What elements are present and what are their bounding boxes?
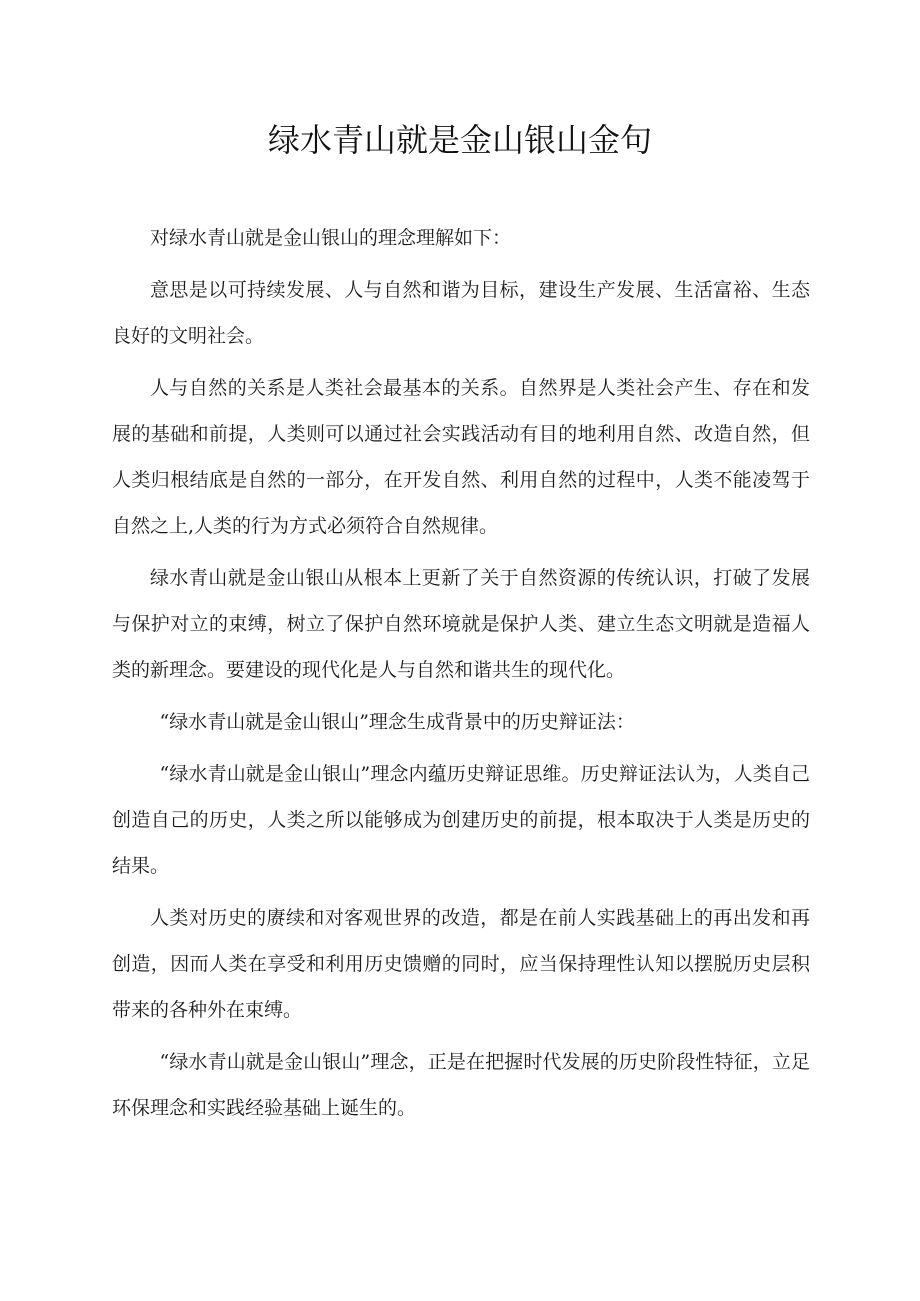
document-body <box>112 215 810 1137</box>
paragraph-human-nature: 人与自然的关系是人类社会最基本的关系。自然界是人类社会产生、存在和发展的基础和前提，人类则可以通过社会实践活动有目的地利用自然、改造自然，但人类归根结底是自然的一部分，在开发自然、利用自然的过程中，人类不能凌驾于自然之上,人类的行为方式必须符合自然规律。 <box>112 377 810 537</box>
paragraph-dialectics-heading: “绿水青山就是金山银山”理念生成背景中的历史辩证法： <box>159 711 635 733</box>
document-title: 绿水青山就是金山银山金句 <box>267 121 652 159</box>
paragraph-meaning: 意思是以可持续发展、人与自然和谐为目标，建设生产发展、生活富裕、生态良好的文明社会。 <box>112 279 810 347</box>
paragraph-intro: 对绿水青山就是金山银山的理念理解如下： <box>150 227 512 249</box>
paragraph-new-concept: 绿水青山就是金山银山从根本上更新了关于自然资源的传统认识，打破了发展与保护对立的束缚，树立了保护自然环境就是保护人类、建立生态文明就是造福人类的新理念。要建设的现代化是人与自然和谐共生的现代化。 <box>112 567 810 681</box>
paragraph-conclusion: “绿水青山就是金山银山”理念，正是在把握时代发展的历史阶段性特征，立足环保理念和实践经验基础上诞生的。 <box>112 1051 810 1119</box>
paragraph-history: 人类对历史的赓续和对客观世界的改造，都是在前人实践基础上的再出发和再创造，因而人类在享受和利用历史馈赠的同时，应当保持理性认知以摆脱历史层积带来的各种外在束缚。 <box>112 907 810 1021</box>
paragraph-dialectics: “绿水青山就是金山银山”理念内蕴历史辩证思维。历史辩证法认为，人类自己创造自己的历史，人类之所以能够成为创建历史的前提，根本取决于人类是历史的结果。 <box>112 763 810 877</box>
